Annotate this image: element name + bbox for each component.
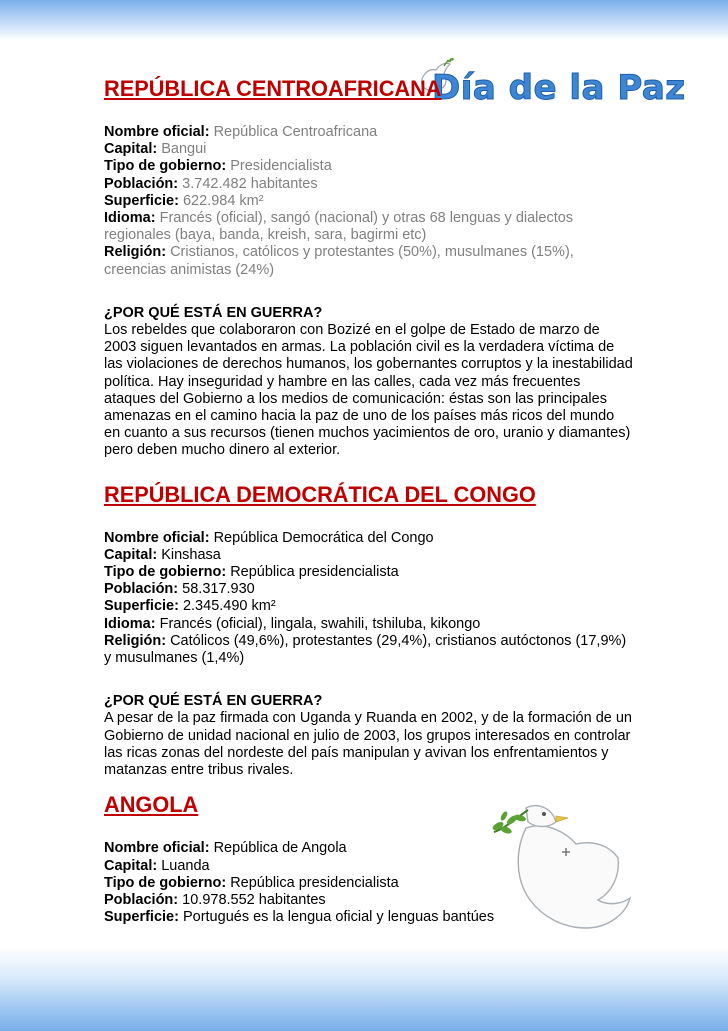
footer-gradient-band [0, 948, 728, 1031]
info-row: Nombre oficial: República Democrática del Congo [104, 529, 434, 546]
country-info-car [104, 124, 634, 279]
info-row: Religión: Cristianos, católicos y protestantes (50%), musulmanes (15%), creencias animistas (24%) [104, 244, 574, 278]
info-row: Idioma: Francés (oficial), sangó (nacional) y otras 68 lenguas y dialectos regionales (baya, banda, kreish, sara, bagirmi etc) [104, 210, 574, 244]
info-row: Idioma: Francés (oficial), lingala, swahili, tshiluba, kikongo [104, 615, 481, 632]
info-row: Población: 3.742.482 habitantes [104, 175, 318, 192]
info-row: Superficie: 2.345.490 km² [104, 598, 276, 615]
info-row: Superficie: 622.984 km² [104, 192, 264, 209]
country-title-drc: REPÚBLICA DEMOCRÁTICA DEL CONGO [104, 481, 536, 507]
info-row: Tipo de gobierno: República presidencialista [104, 564, 399, 581]
info-row: Población: 10.978.552 habitantes [104, 891, 326, 908]
war-question-heading: ¿POR QUÉ ESTÁ EN GUERRA? [104, 693, 323, 710]
country-title-angola: ANGOLA [104, 792, 199, 818]
info-row: Capital: Kinshasa [104, 546, 221, 563]
country-info-drc [104, 530, 634, 668]
info-row: Capital: Luanda [104, 857, 210, 874]
info-row: Tipo de gobierno: República presidencialista [104, 874, 399, 891]
logo-text: Día de la Paz [432, 68, 686, 108]
war-question-heading: ¿POR QUÉ ESTÁ EN GUERRA? [104, 304, 323, 321]
info-row: Población: 58.317.930 [104, 581, 255, 598]
info-row: Religión: Católicos (49,6%), protestantes (29,4%), cristianos autóctonos (17,9%) y musulmanes (1,4%) [104, 632, 627, 667]
document-body [104, 76, 634, 926]
war-explanation-text: Los rebeldes que colaboraron con Bozizé en el golpe de Estado de marzo de 2003 siguen levantados en armas. La población civil es la verdadera víctima de las violaciones de derechos humanos, los gobernantes corruptos y la inestabilidad política. Hay inseguridad y hambre en las calles, cada vez más frecuentes ataques del Gobierno a los medios de comunicación: éstas son las principales amenazas en el camino hacia la paz de uno de los países más ricos del mundo en cuanto a sus recursos (tienen muchos yacimientos de oro, uranio y diamantes) pero deben mucho dinero al exterior. [104, 322, 633, 459]
info-row: Nombre oficial: República Centroafricana [104, 124, 378, 140]
info-row: Capital: Bangui [104, 141, 207, 158]
info-row: Superficie: Portugués es la lengua oficial y lenguas bantúes [104, 909, 495, 926]
country-info-angola [104, 840, 634, 926]
info-row: Tipo de gobierno: Presidencialista [104, 158, 332, 175]
info-row: Nombre oficial: República de Angola [104, 840, 347, 857]
country-title-car: REPÚBLICA CENTROAFRICANA [104, 76, 442, 101]
war-explanation-text: A pesar de la paz firmada con Uganda y Ruanda en 2002, y de la formación de un Gobierno de unidad nacional en julio de 2003, los grupos interesados en controlar las ricas zonas del nordeste del país manipulan y avivan los enfrentamientos y matanzas entre tribus rivales. [104, 710, 632, 779]
header-gradient-band [0, 0, 728, 40]
